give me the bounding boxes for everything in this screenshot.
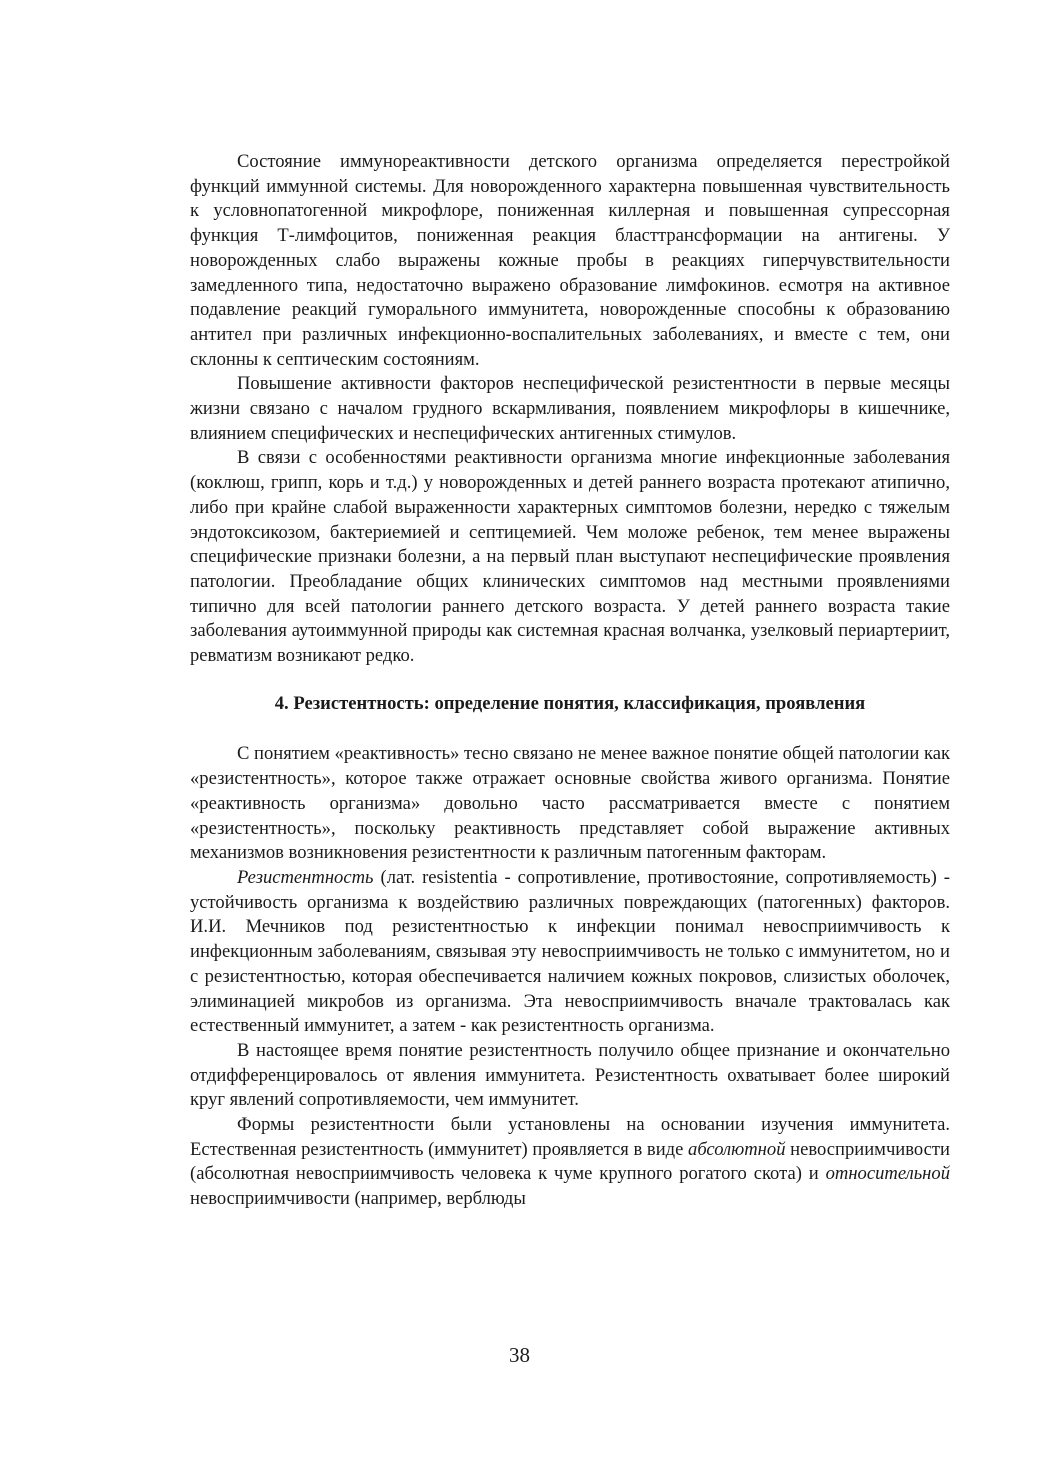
forms-text-3: невосприимчивости (например, верблюды: [190, 1188, 526, 1210]
definition-text: (лат. resistentia - сопротивление, противостояние, сопротивляемость) - устойчивость организма к воздействию различных повреждающих (патогенных) факторов. И.И. Мечников под резистентностью к инфекции понимал невосприимчивость к инфекционным заболеваниям, связывая эту невосприимчивость не только с иммунитетом, но и с резистентностью, которая обеспечивается наличием кожных покровов, слизистых оболочек, элиминацией микробов из организма. Эта невосприимчивость вначале трактовалась как естественный иммунитет, а затем - как резистентность организма.: [190, 866, 950, 1037]
forms-text-2: невосприимчивости (абсолютная невосприимчивость человека к чуме крупного рогатого скота) и: [190, 1138, 950, 1185]
section-heading: 4. Резистентность: определение понятия, классификация, проявления: [274, 692, 866, 714]
paragraph-definition: [190, 866, 950, 1039]
paragraph-infections-newborns: В связи с особенностями реактивности организма многие инфекционные заболевания (коклюш, грипп, корь и т.д.) у новорожденных и детей раннего возраста протекают атипично, либо при крайне слабой выраженности характерных симптомов болезни, нередко с тяжелым эндотоксикозом, бактериемией и септицемией. Чем моложе ребенок, тем менее выражены специфические признаки болезни, а на первый план выступают неспецифические проявления патологии. Преобладание общих клинических симптомов над местными проявлениями типично для всей патологии раннего детского возраста. У детей раннего возраста такие заболевания аутоиммунной природы как системная красная волчанка, узелковый периартериит, ревматизм возникают редко.: [190, 447, 950, 667]
paragraph-forms: [190, 1113, 950, 1212]
paragraph-reactivity: С понятием «реактивность» тесно связано не менее важное понятие общей патологии как «резистентность», которое также отражает основные свойства живого организма. Понятие «реактивность организма» довольно часто рассматривается вместе с понятием «резистентность», поскольку реактивность представляет собой выражение активных механизмов возникновения резистентности к различным патогенным факторам.: [190, 743, 950, 864]
paragraph-present-time: В настоящее время понятие резистентность получило общее признание и окончательно отдифференцировалось от явления иммунитета. Резистентность охватывает более широкий круг явлений сопротивляемости, чем иммунитет.: [190, 1039, 950, 1111]
forms-emphasis-relative: относительной: [825, 1163, 950, 1185]
paragraph-immunoreactivity: Состояние иммунореактивности детского организма определяется перестройкой функций иммунной системы. Для новорожденного характерна повышенная чувствительность к условнопатогенной микрофлоре, пониженная киллерная и повышенная супрессорная функция Т-лимфоцитов, пониженная реакция бласттрансформации на антигены. У новорожденных слабо выражены кожные пробы в реакциях гиперчувствительности замедленного типа, недостаточно выражено образование лимфокинов. есмотря на активное подавление реакций гуморального иммунитета, новорожденные способны к образованию антител при различных инфекционно-воспалительных заболеваниях, и вместе с тем, они склонны к септическим состояниям.: [190, 151, 950, 370]
forms-text-1: Формы резистентности были установлены на основании изучения иммунитета. Естественная резистентность (иммунитет) проявляется в виде: [190, 1114, 950, 1160]
page-body: [190, 150, 950, 1212]
definition-term: Резистентность: [237, 866, 374, 888]
paragraph-nonspecific-resistance: Повышение активности факторов неспецифической резистентности в первые месяцы жизни связано с началом грудного вскармливания, появлением микрофлоры в кишечнике, влиянием специфических и неспецифических антигенных стимулов.: [190, 373, 950, 444]
forms-emphasis-absolute: абсолютной: [688, 1138, 786, 1160]
page-number: 38: [509, 1343, 530, 1367]
